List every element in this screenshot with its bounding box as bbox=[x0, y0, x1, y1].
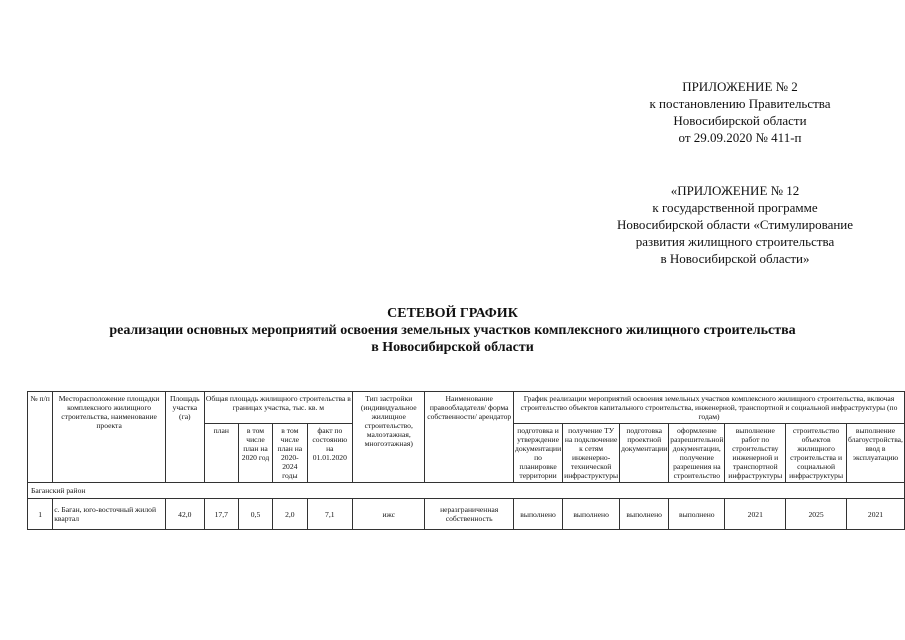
cell-step: выполнено bbox=[563, 499, 620, 530]
header-sub-schedule: строительство объектов жилищного строительства и социальной инфраструктуры bbox=[786, 424, 847, 483]
cell-location: с. Баган, юго-восточный жилой квартал bbox=[53, 499, 166, 530]
header-sub-area: в том числе план на 2020-2024 годы bbox=[273, 424, 307, 483]
document-subtitle: реализации основных мероприятий освоения земельных участков комплексного жилищного строительства bbox=[109, 323, 796, 338]
appendix-2-line-1: ПРИЛОЖЕНИЕ № 2 bbox=[682, 79, 798, 94]
header-sub-schedule: оформление разрешительной документации, получение разрешения на строительство bbox=[669, 424, 725, 483]
header-sub-area: в том числе план на 2020 год bbox=[238, 424, 272, 483]
cell-step: выполнено bbox=[513, 499, 562, 530]
header-schedule: График реализации мероприятий освоения земельных участков комплексного жилищного строительства, включая строительство объектов капитального строительства, инженерной, транспортной и социальной инфраструктуры (по годам) bbox=[513, 392, 904, 424]
cell-plan-2020: 0,5 bbox=[238, 499, 272, 530]
header-sub-schedule: выполнение благоустройства, ввод в эксплуатацию bbox=[846, 424, 904, 483]
appendix-2-line-2: к постановлению Правительства bbox=[649, 96, 831, 111]
header-row-top bbox=[28, 392, 905, 424]
cell-num: 1 bbox=[28, 499, 53, 530]
appendix-12-line-3: Новосибирской области «Стимулирование bbox=[616, 217, 854, 232]
header-num: № п/п bbox=[28, 392, 53, 483]
table-row bbox=[28, 499, 905, 530]
appendix-2-line-4: от 29.09.2020 № 411-п bbox=[678, 130, 802, 145]
appendix-12-line-1: «ПРИЛОЖЕНИЕ № 12 bbox=[670, 183, 800, 198]
cell-step: выполнено bbox=[669, 499, 725, 530]
header-sub-area: факт по состоянию на 01.01.2020 bbox=[307, 424, 353, 483]
cell-type: ижс bbox=[353, 499, 425, 530]
cell-step: 2021 bbox=[725, 499, 786, 530]
cell-owner: неразграниченная собственность bbox=[425, 499, 514, 530]
header-sub-area: план bbox=[204, 424, 238, 483]
appendix-12-line-5: в Новосибирской области» bbox=[660, 251, 810, 266]
header-location: Месторасположение площадки комплексного жилищного строительства, наименование проекта bbox=[53, 392, 166, 483]
cell-step: 2025 bbox=[786, 499, 847, 530]
header-type: Тип застройки (индивидуальное жилищное строительство, малоэтажная, многоэтажная) bbox=[353, 392, 425, 483]
appendix-12-line-2: к государственной программе bbox=[652, 200, 818, 215]
header-sub-schedule: подготовка и утверждение документации по планировке территории bbox=[513, 424, 562, 483]
cell-plan: 17,7 bbox=[204, 499, 238, 530]
document-subtitle-region: в Новосибирской области bbox=[371, 340, 534, 355]
cell-step: 2021 bbox=[846, 499, 904, 530]
appendix-2-block bbox=[600, 78, 880, 146]
cell-fact: 7,1 bbox=[307, 499, 353, 530]
document-title: СЕТЕВОЙ ГРАФИК bbox=[387, 306, 518, 321]
appendix-12-line-4: развития жилищного строительства bbox=[635, 234, 835, 249]
schedule-table bbox=[27, 391, 905, 530]
header-owner: Наименование правообладателя/ форма собственности/ арендатор bbox=[425, 392, 514, 483]
header-sub-schedule: подготовка проектной документации bbox=[620, 424, 669, 483]
appendix-12-block bbox=[575, 182, 895, 267]
region-name: Баганский район bbox=[28, 483, 905, 499]
region-row bbox=[28, 483, 905, 499]
cell-step: выполнено bbox=[620, 499, 669, 530]
cell-plan-2020-2024: 2,0 bbox=[273, 499, 307, 530]
appendix-2-line-3: Новосибирской области bbox=[673, 113, 807, 128]
header-area: Площадь участка (га) bbox=[165, 392, 204, 483]
header-sub-schedule: получение ТУ на подключение к сетям инженерно-технической инфраструктуры bbox=[563, 424, 620, 483]
cell-area: 42,0 bbox=[165, 499, 204, 530]
header-total-area: Общая площадь жилищного строительства в границах участка, тыс. кв. м bbox=[204, 392, 352, 424]
header-sub-schedule: выполнение работ по строительству инженерной и транспортной инфраструктуры bbox=[725, 424, 786, 483]
